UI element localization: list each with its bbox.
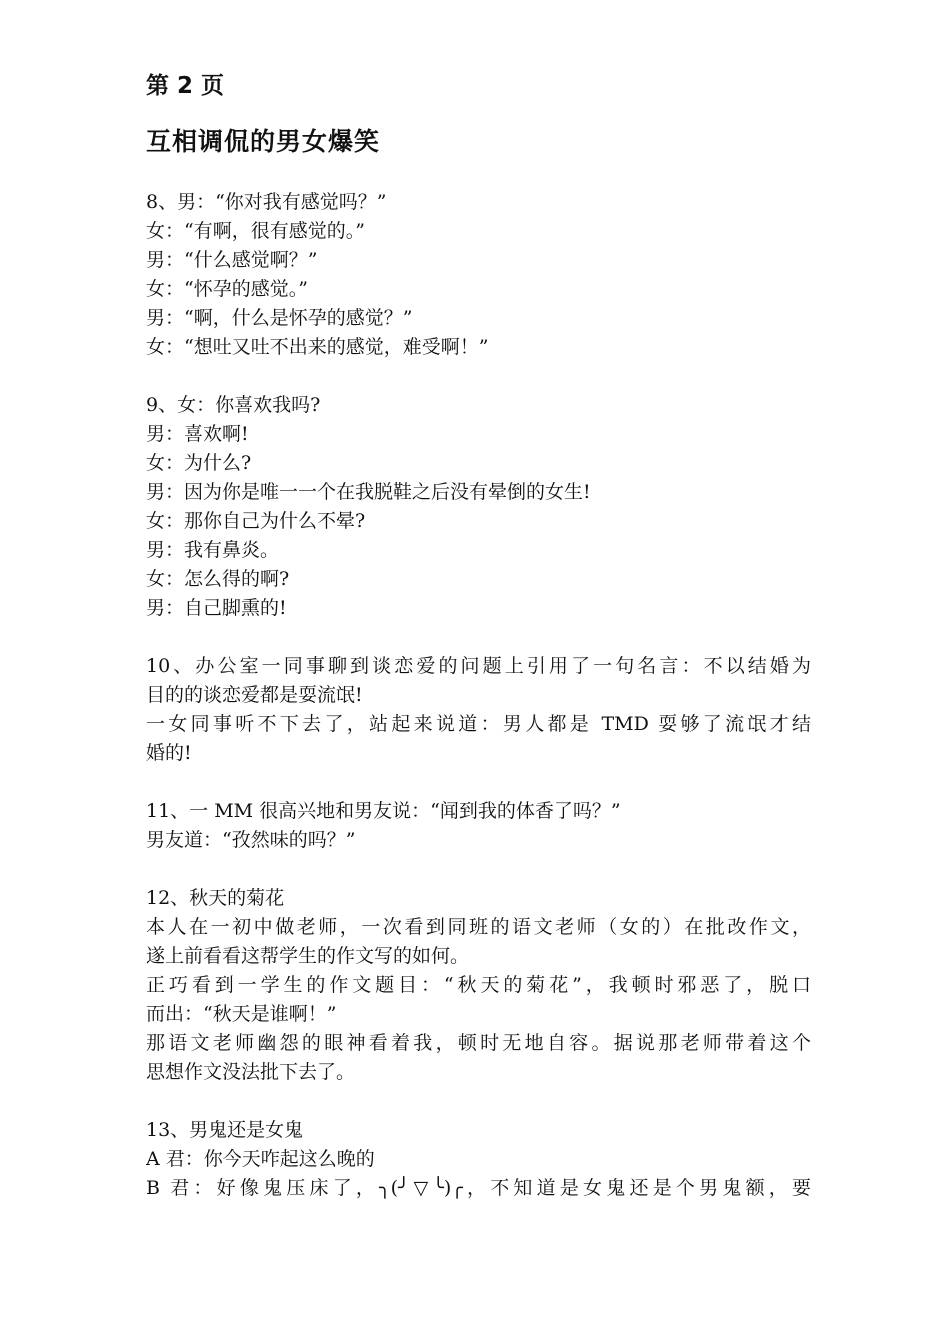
paragraph-gap (146, 362, 811, 391)
text-line: 男：“什么感觉啊？” (146, 249, 318, 271)
joke-10 (146, 652, 811, 768)
text-line: 10、办公室一同事聊到谈恋爱的问题上引用了一句名言：不以结婚为 (146, 655, 811, 677)
text-line: 女：“有啊，很有感觉的。” (146, 220, 365, 242)
text-line: 9、女：你喜欢我吗? (146, 394, 321, 416)
joke-11 (146, 797, 811, 855)
text-line: 男：因为你是唯一一个在我脱鞋之后没有晕倒的女生! (146, 481, 591, 503)
joke-9 (146, 391, 811, 623)
text-line: 男友道：“孜然味的吗？” (146, 829, 356, 851)
text-line: 8、男：“你对我有感觉吗？” (146, 191, 387, 213)
text-line: 女：“怀孕的感觉。” (146, 278, 308, 300)
text-line: 12、秋天的菊花 (146, 887, 285, 909)
text-line: 女：为什么? (146, 452, 252, 474)
text-line: 男：“啊，什么是怀孕的感觉？” (146, 307, 413, 329)
paragraph-gap (146, 768, 811, 797)
text-line: 男：自己脚熏的! (146, 597, 287, 619)
page-title: 互相调侃的男女爆笑 (146, 127, 381, 156)
text-line: 那语文老师幽怨的眼神看着我，顿时无地自容。据说那老师带着这个 (146, 1032, 811, 1054)
text-line: 婚的! (146, 742, 192, 764)
text-line: 男：喜欢啊! (146, 423, 249, 445)
text-line: 女：怎么得的啊? (146, 568, 290, 590)
text-line: 目的的谈恋爱都是耍流氓! (146, 684, 363, 706)
document-body (146, 188, 811, 1203)
text-line: B 君：好像鬼压床了，╮(╯▽╰)╭，不知道是女鬼还是个男鬼额，要 (146, 1177, 811, 1199)
text-line: 男：我有鼻炎。 (146, 539, 280, 561)
paragraph-gap (146, 855, 811, 884)
page-number: 第 2 页 (146, 73, 225, 99)
joke-8 (146, 188, 811, 362)
text-line: 一女同事听不下去了，站起来说道：男人都是 TMD 耍够了流氓才结 (146, 713, 811, 735)
text-line: 女：“想吐又吐不出来的感觉，难受啊！” (146, 336, 489, 358)
text-line: 13、男鬼还是女鬼 (146, 1119, 304, 1141)
text-line: 遂上前看看这帮学生的作文写的如何。 (146, 945, 470, 967)
text-line: 正巧看到一学生的作文题目：“秋天的菊花”，我顿时邪恶了，脱口 (146, 974, 811, 996)
text-line: 思想作文没法批下去了。 (146, 1061, 356, 1083)
text-line: 11、一 MM 很高兴地和男友说：“闻到我的体香了吗？” (146, 800, 621, 822)
text-line: 女：那你自己为什么不晕? (146, 510, 366, 532)
paragraph-gap (146, 623, 811, 652)
text-line: 而出：“秋天是谁啊！” (146, 1003, 337, 1025)
joke-12 (146, 884, 811, 1087)
text-line: 本人在一初中做老师，一次看到同班的语文老师（女的）在批改作文， (146, 916, 811, 938)
paragraph-gap (146, 1087, 811, 1116)
joke-13 (146, 1116, 811, 1203)
text-line: A 君：你今天咋起这么晚的 (146, 1148, 375, 1170)
